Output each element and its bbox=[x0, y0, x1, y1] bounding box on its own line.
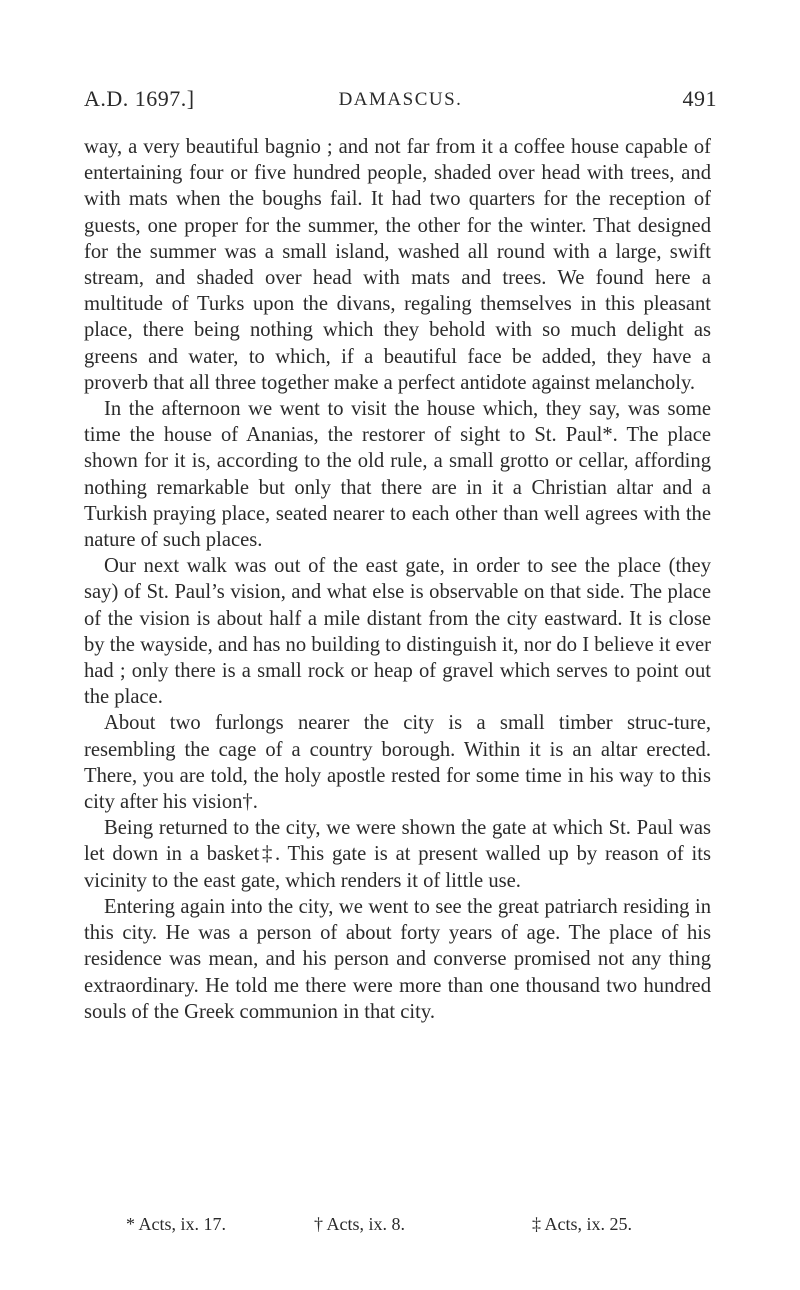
paragraph: Being returned to the city, we were shown the gate at which St. Paul was let down in a basket‡. This gate is at present walled up by reason of its vicinity to the east gate, which renders it of little use. bbox=[84, 817, 711, 892]
paragraph: In the afternoon we went to visit the house which, they say, was some time the house of Ananias, the restorer of sight to St. Paul*. The place shown for it is, according to the old rule, a small grotto or cellar, affording nothing remarkable but only that there are in it a Christian altar and a Turkish praying place, seated nearer to each other than well agrees with the nature of such places. bbox=[84, 398, 711, 552]
footnote: * Acts, ix. 17. bbox=[126, 1214, 227, 1234]
paragraph: Entering again into the city, we went to see the great patriarch residing in this city. He was a person of about forty years of age. The place of his residence was mean, and his person and converse promised not any thing extraordinary. He told me there were more than one thousand two hundred souls of the Greek communion in that city. bbox=[84, 895, 711, 1023]
header-title: DAMASCUS. bbox=[338, 89, 463, 110]
paragraph: way, a very beautiful bagnio ; and not far from it a coffee house capable of entertaining four or five hundred people, shaded over head with trees, and with mats when the boughs fail. It had two quarters for the reception of guests, one proper for the summer, the other for the winter. That designed for the summer was a small island, washed all round with a large, swift stream, and shaded over head with mats and trees. We found here a multitude of Turks upon the divans, regaling themselves in this pleasant place, there being nothing which they behold with so much delight as greens and water, to which, if a beautiful face be added, they have a proverb that all three together make a perfect antidote against melancholy. bbox=[84, 136, 711, 394]
page-number: 491 bbox=[682, 86, 717, 111]
footnote: † Acts, ix. 8. bbox=[314, 1214, 406, 1234]
header-date: A.D. 1697.] bbox=[84, 86, 195, 111]
footnote: ‡ Acts, ix. 25. bbox=[532, 1214, 633, 1234]
paragraph: Our next walk was out of the east gate, in order to see the place (they say) of St. Paul’s vision, and what else is observable on that side. The place of the vision is about half a mile distant from the city eastward. It is close by the wayside, and has no building to distinguish it, nor do I believe it ever had ; only there is a small rock or heap of gravel which serves to point out the place. bbox=[84, 555, 711, 709]
running-head bbox=[84, 86, 717, 118]
paragraph: About two furlongs nearer the city is a small timber struc-ture, resembling the cage of a country borough. Within it is an altar erected. There, you are told, the holy apostle rested for some time in his way to this city after his vision†. bbox=[84, 712, 711, 814]
body-text bbox=[84, 134, 711, 1025]
